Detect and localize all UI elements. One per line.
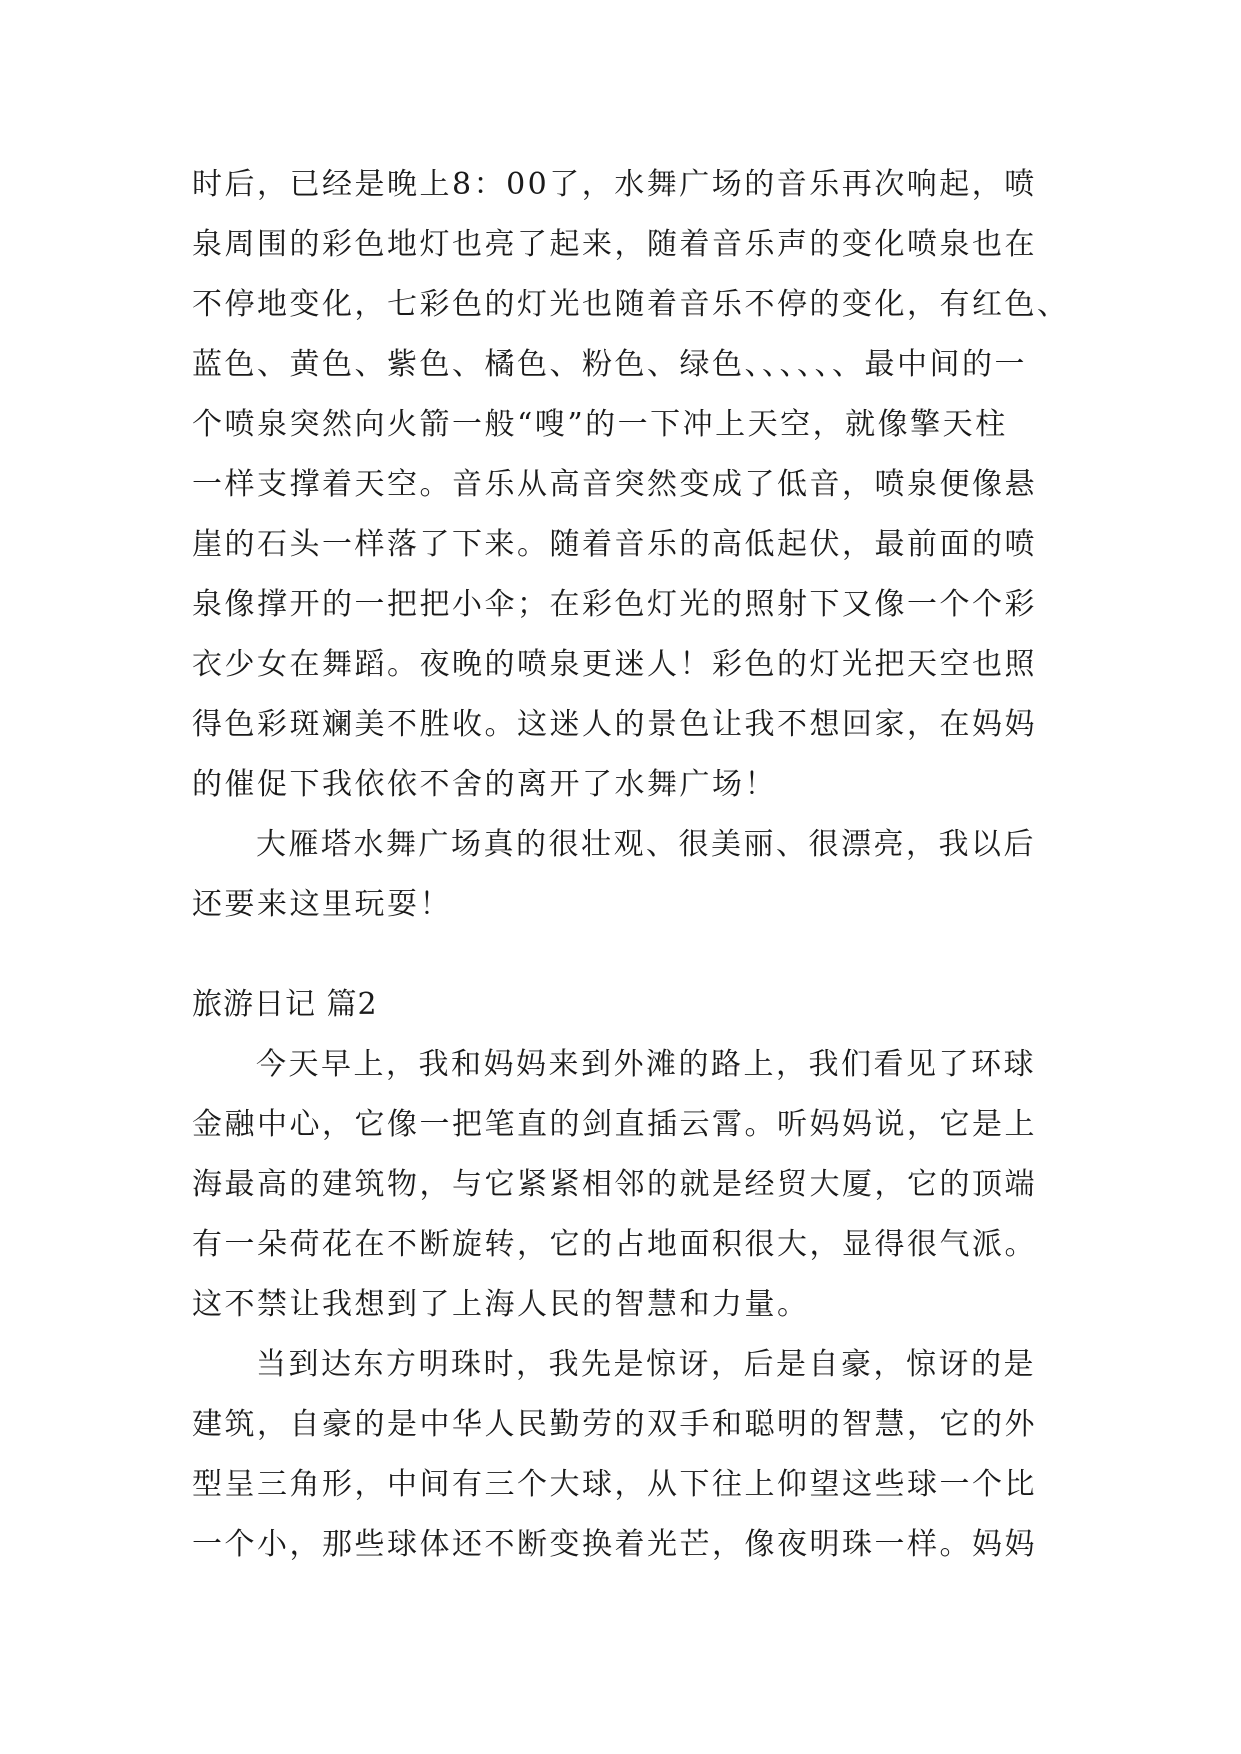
paragraph-line: 不停地变化，七彩色的灯光也随着音乐不停的变化，有红色、 <box>192 287 1070 322</box>
paragraph-line: 泉像撑开的一把把小伞；在彩色灯光的照射下又像一个个彩 <box>192 587 1037 622</box>
paragraph-line: 的催促下我依依不舍的离开了水舞广场！ <box>192 767 777 802</box>
paragraph-line: 这不禁让我想到了上海人民的智慧和力量。 <box>192 1287 810 1322</box>
paragraph-line: 得色彩斑斓美不胜收。这迷人的景色让我不想回家，在妈妈 <box>192 707 1037 742</box>
paragraph-line: 个喷泉突然向火箭一般“嗖”的一下冲上天空，就像擎天柱 <box>192 407 1008 442</box>
paragraph-line: 有一朵荷花在不断旋转，它的占地面积很大，显得很气派。 <box>192 1227 1037 1262</box>
section-heading: 旅游日记 篇2 <box>192 987 378 1022</box>
paragraph-line: 时后，已经是晚上8：00了，水舞广场的音乐再次响起，喷 <box>192 167 1037 202</box>
paragraph-line: 崖的石头一样落了下来。随着音乐的高低起伏，最前面的喷 <box>192 527 1037 562</box>
paragraph-line: 蓝色、黄色、紫色、橘色、粉色、绿色、、、、、、最中间的一 <box>192 347 1027 382</box>
paragraph-line: 今天早上，我和妈妈来到外滩的路上，我们看见了环球 <box>256 1047 1036 1082</box>
paragraph-line: 大雁塔水舞广场真的很壮观、很美丽、很漂亮，我以后 <box>256 827 1036 862</box>
paragraph-line: 金融中心，它像一把笔直的剑直插云霄。听妈妈说，它是上 <box>192 1107 1037 1142</box>
paragraph-line: 当到达东方明珠时，我先是惊讶，后是自豪，惊讶的是 <box>256 1347 1036 1382</box>
paragraph-line: 泉周围的彩色地灯也亮了起来，随着音乐声的变化喷泉也在 <box>192 227 1037 262</box>
paragraph-line: 一样支撑着天空。音乐从高音突然变成了低音，喷泉便像悬 <box>192 467 1037 502</box>
paragraph-line: 型呈三角形，中间有三个大球，从下往上仰望这些球一个比 <box>192 1467 1037 1502</box>
paragraph-line: 建筑，自豪的是中华人民勤劳的双手和聪明的智慧，它的外 <box>192 1407 1037 1442</box>
paragraph-line: 海最高的建筑物，与它紧紧相邻的就是经贸大厦，它的顶端 <box>192 1167 1037 1202</box>
paragraph-line: 一个小，那些球体还不断变换着光芒，像夜明珠一样。妈妈 <box>192 1527 1037 1562</box>
paragraph-line: 衣少女在舞蹈。夜晚的喷泉更迷人！彩色的灯光把天空也照 <box>192 647 1037 682</box>
paragraph-line: 还要来这里玩耍！ <box>192 887 452 922</box>
